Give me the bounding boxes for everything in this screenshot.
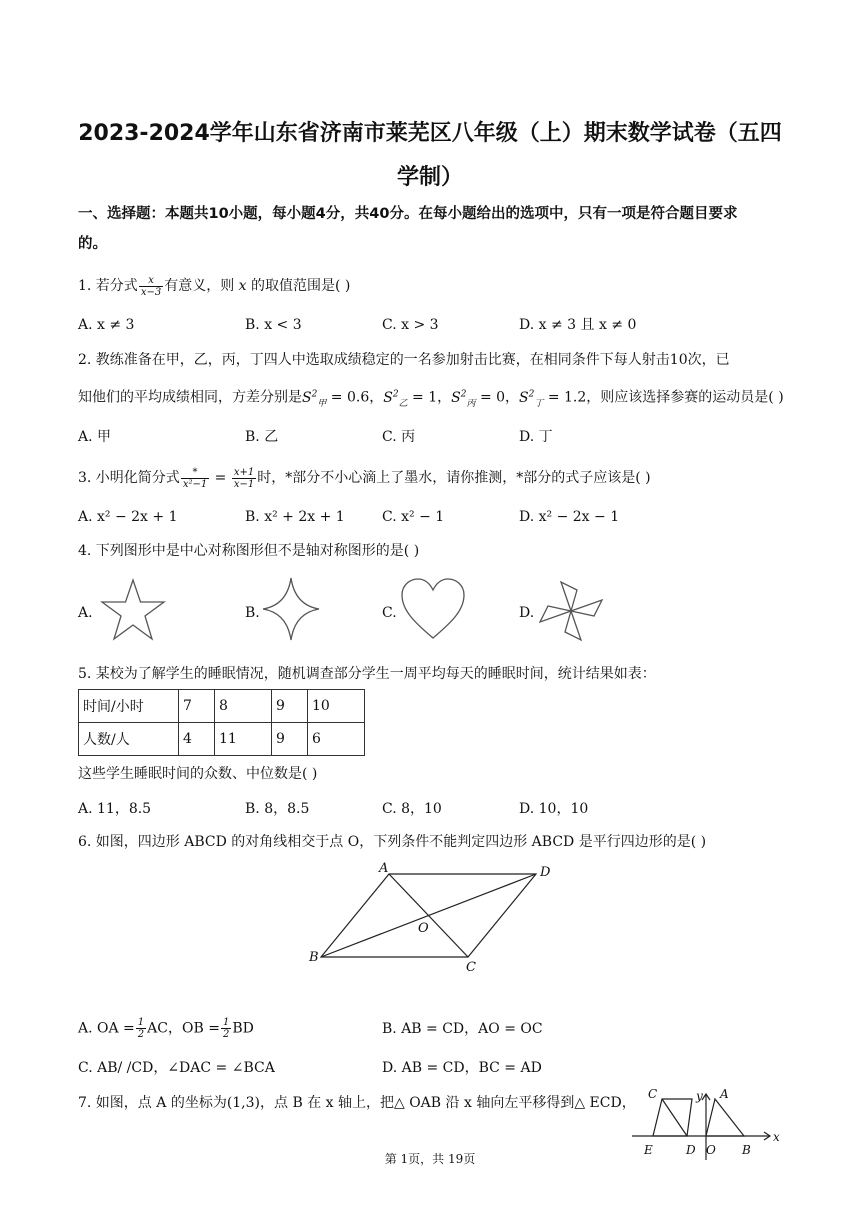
q6-option-c[interactable]: C. AB/ /CD，∠DAC = ∠BCA bbox=[78, 1060, 275, 1076]
question-1: 1. 若分式 $\frac{x}{x-3}$ 有意义，则 x 的取值范围是( ) bbox=[78, 274, 351, 298]
question-5-prompt: 这些学生睡眠时间的众数、中位数是( ) bbox=[78, 766, 318, 782]
q3-fraction-left: $\frac{*}{\text{x²−1}}$ bbox=[182, 466, 208, 490]
q5-option-c[interactable]: C. 8，10 bbox=[382, 801, 442, 817]
q3-option-b[interactable]: B. x² + 2x + 1 bbox=[245, 509, 345, 525]
heart-figure bbox=[400, 578, 466, 640]
question-2: 2. 教练准备在甲，乙，丙，丁四人中选取成绩稳定的一名参加射击比赛，在相同条件下每人射击10次，已 bbox=[78, 352, 730, 368]
table-cell: 人数/人 bbox=[79, 723, 179, 756]
sleep-data-table bbox=[78, 689, 365, 756]
q5-option-a[interactable]: A. 11，8.5 bbox=[78, 801, 152, 817]
parallelogram-figure bbox=[300, 858, 570, 978]
label-c: C bbox=[466, 960, 476, 975]
page-footer: 第 1页，共 19页 bbox=[384, 1152, 476, 1166]
section-heading-cont: 的。 bbox=[78, 236, 107, 252]
q2-option-d[interactable]: D. 丁 bbox=[519, 429, 553, 445]
q2-option-b[interactable]: B. 乙 bbox=[245, 429, 279, 445]
q1-option-a[interactable]: A. x ≠ 3 bbox=[78, 317, 135, 333]
five-pointed-star-figure bbox=[100, 578, 166, 642]
label-a: A bbox=[379, 861, 389, 876]
table-cell: 10 bbox=[308, 690, 365, 723]
table-cell: 11 bbox=[215, 723, 272, 756]
table-cell: 时间/小时 bbox=[79, 690, 179, 723]
question-4: 4. 下列图形中是中心对称图形但不是轴对称图形的是( ) bbox=[78, 543, 420, 559]
q3-option-a[interactable]: A. x² − 2x + 1 bbox=[78, 509, 178, 525]
label-a: A bbox=[720, 1087, 729, 1101]
question-3: 3. 小明化简分式 $\frac{*}{\text{x²−1}}$ = $\frac{x+1}{x-1}$ 时，*部分不小心滴上了墨水，请你推测，*部分的式子应该是( ) bbox=[78, 466, 651, 490]
q4-option-c[interactable]: C. bbox=[382, 605, 397, 621]
question-5: 5. 某校为了解学生的睡眠情况，随机调查部分学生一周平均每天的睡眠时间，统计结果如表： bbox=[78, 666, 656, 682]
question-7: 7. 如图，点 A 的坐标为(1,3)，点 B 在 x 轴上，把△ OAB 沿 x 轴向左平移得到△ ECD， bbox=[78, 1095, 636, 1111]
label-c: C bbox=[648, 1087, 658, 1101]
table-row bbox=[79, 690, 365, 723]
table-cell: 9 bbox=[272, 723, 308, 756]
q5-option-b[interactable]: B. 8，8.5 bbox=[245, 801, 310, 817]
label-b: B bbox=[309, 950, 319, 965]
page-title-cont: 学制） bbox=[396, 165, 463, 190]
label-d: D bbox=[686, 1143, 696, 1157]
label-b: B bbox=[742, 1143, 751, 1157]
q1-option-d[interactable]: D. x ≠ 3 且 x ≠ 0 bbox=[519, 317, 637, 333]
q4-option-a[interactable]: A. bbox=[78, 605, 93, 621]
label-e: E bbox=[644, 1143, 653, 1157]
table-cell: 6 bbox=[308, 723, 365, 756]
q6-option-d[interactable]: D. AB = CD，BC = AD bbox=[382, 1060, 542, 1076]
table-row bbox=[79, 723, 365, 756]
q6-option-b[interactable]: B. AB = CD，AO = OC bbox=[382, 1021, 543, 1037]
q1-option-c[interactable]: C. x > 3 bbox=[382, 317, 439, 333]
table-cell: 7 bbox=[179, 690, 215, 723]
table-cell: 9 bbox=[272, 690, 308, 723]
q1-option-b[interactable]: B. x < 3 bbox=[245, 317, 302, 333]
label-o: O bbox=[706, 1143, 716, 1157]
label-x: x bbox=[773, 1130, 780, 1144]
table-cell: 8 bbox=[215, 690, 272, 723]
q5-option-d[interactable]: D. 10，10 bbox=[519, 801, 589, 817]
label-d: D bbox=[540, 865, 551, 880]
table-cell: 4 bbox=[179, 723, 215, 756]
pinwheel-figure bbox=[536, 578, 606, 644]
q1-text: 1. 若分式 bbox=[78, 278, 138, 294]
question-2-line2: 知他们的平均成绩相同，方差分别是$S^2_甲 = 0.6$，$S^2_乙 = 1$，$S^2_丙 = 0$，$S^2_丁 = 1.2$，则应该选择参赛的运动员是( ) bbox=[78, 389, 784, 409]
four-pointed-star-figure bbox=[262, 576, 320, 642]
section-heading: 一、选择题：本题共10小题，每小题4分，共40分。在每小题给出的选项中，只有一项是符合题目要求 bbox=[78, 206, 738, 222]
q2-option-c[interactable]: C. 丙 bbox=[382, 429, 416, 445]
q3-option-c[interactable]: C. x² − 1 bbox=[382, 509, 445, 525]
question-6: 6. 如图，四边形 ABCD 的对角线相交于点 O，下列条件不能判定四边形 ABCD 是平行四边形的是( ) bbox=[78, 834, 707, 850]
q3-option-d[interactable]: D. x² − 2x − 1 bbox=[519, 509, 620, 525]
label-o: O bbox=[418, 921, 429, 936]
q4-option-b[interactable]: B. bbox=[245, 605, 260, 621]
label-y: y bbox=[696, 1089, 703, 1103]
q4-option-d[interactable]: D. bbox=[519, 605, 535, 621]
q1-fraction: $\frac{x}{x-3}$ bbox=[140, 274, 162, 298]
q2-option-a[interactable]: A. 甲 bbox=[78, 429, 112, 445]
page-title: 2023-2024学年山东省济南市莱芜区八年级（上）期末数学试卷（五四 bbox=[78, 121, 782, 146]
q3-fraction-right: $\frac{x+1}{x-1}$ bbox=[233, 466, 255, 490]
q6-option-a[interactable]: A. OA = $\frac{1}{2}$ AC，OB = $\frac{1}{2}$ BD bbox=[78, 1017, 254, 1040]
